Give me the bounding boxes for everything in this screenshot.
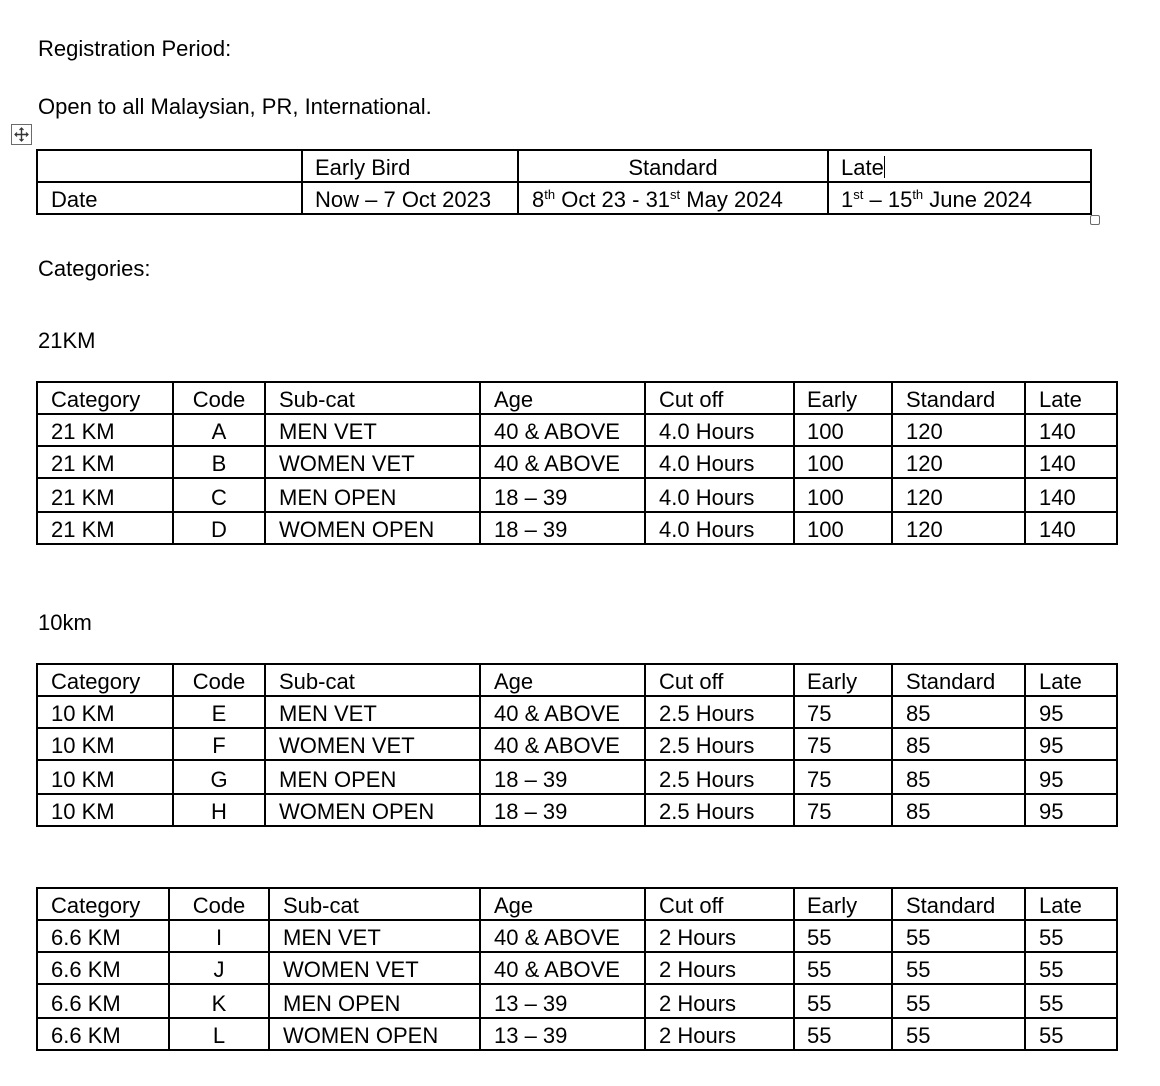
late-date: 1st – 15th June 2024: [828, 182, 1091, 214]
table-cell: 55: [1025, 1018, 1117, 1050]
table-cell: 55: [1025, 984, 1117, 1018]
table-cell: 4.0 Hours: [645, 478, 794, 512]
table-cell: 2.5 Hours: [645, 696, 794, 728]
table-cell: 6.6 KM: [37, 952, 169, 984]
table-cell: 55: [892, 920, 1025, 952]
table-cell: G: [173, 760, 265, 794]
column-header: Sub-cat: [265, 382, 480, 414]
table-row: [37, 512, 1117, 544]
column-header: Early: [794, 888, 892, 920]
table-cell: 85: [892, 794, 1025, 826]
column-header: Code: [173, 664, 265, 696]
table-cell: 120: [892, 478, 1025, 512]
table-cell: 2 Hours: [645, 952, 794, 984]
table-cell: 4.0 Hours: [645, 446, 794, 478]
table-cell: 40 & ABOVE: [480, 414, 645, 446]
table-resize-handle[interactable]: [1090, 215, 1100, 225]
table-cell: 85: [892, 760, 1025, 794]
table-row: [37, 478, 1117, 512]
table-row: [37, 952, 1117, 984]
table-cell: I: [169, 920, 269, 952]
column-header: Category: [37, 382, 173, 414]
column-header: Age: [480, 382, 645, 414]
table-cell: MEN OPEN: [265, 478, 480, 512]
table-cell: 21 KM: [37, 478, 173, 512]
table-cell: 21 KM: [37, 446, 173, 478]
table-cell: MEN VET: [265, 696, 480, 728]
standard-header: Standard: [518, 150, 828, 182]
early-bird-header: Early Bird: [302, 150, 518, 182]
column-header: Code: [173, 382, 265, 414]
table-row: [37, 414, 1117, 446]
table-cell: 2 Hours: [645, 984, 794, 1018]
table-cell: 10 KM: [37, 696, 173, 728]
table-cell: 75: [794, 696, 892, 728]
table-cell: C: [173, 478, 265, 512]
section-21km-heading: 21KM: [38, 328, 96, 353]
table-cell: 21 KM: [37, 512, 173, 544]
table-cell: 55: [794, 984, 892, 1018]
table-cell: WOMEN VET: [265, 446, 480, 478]
categories-heading: Categories:: [38, 256, 151, 281]
table-cell: MEN OPEN: [265, 760, 480, 794]
table-cell: 75: [794, 794, 892, 826]
table-row: [37, 728, 1117, 760]
table-cell: 4.0 Hours: [645, 414, 794, 446]
table-cell: 120: [892, 446, 1025, 478]
column-header: Sub-cat: [269, 888, 480, 920]
table-cell: 2.5 Hours: [645, 728, 794, 760]
table-cell: 10 KM: [37, 760, 173, 794]
table-6-6km: [36, 887, 1118, 1051]
table-cell: 95: [1025, 794, 1117, 826]
column-header: Standard: [892, 664, 1025, 696]
table-cell: 95: [1025, 760, 1117, 794]
table-cell: 18 – 39: [480, 794, 645, 826]
early-bird-date: Now – 7 Oct 2023: [302, 182, 518, 214]
table-row: [37, 984, 1117, 1018]
table-cell: K: [169, 984, 269, 1018]
table-cell: WOMEN OPEN: [265, 794, 480, 826]
table-cell: 55: [794, 952, 892, 984]
table-cell: 85: [892, 696, 1025, 728]
table-cell: 75: [794, 728, 892, 760]
table-cell: 95: [1025, 696, 1117, 728]
section-10km-heading: 10km: [38, 610, 92, 635]
table-cell: 140: [1025, 512, 1117, 544]
table-cell: 2.5 Hours: [645, 794, 794, 826]
table-cell: B: [173, 446, 265, 478]
table-cell: D: [173, 512, 265, 544]
table-cell: 10 KM: [37, 728, 173, 760]
table-row: [37, 760, 1117, 794]
table-header-row: [37, 382, 1117, 414]
table-cell: 40 & ABOVE: [480, 446, 645, 478]
table-header-row: [37, 888, 1117, 920]
table-cell: 55: [892, 1018, 1025, 1050]
table-cell: MEN OPEN: [269, 984, 480, 1018]
table-cell: 95: [1025, 728, 1117, 760]
table-cell: 75: [794, 760, 892, 794]
column-header: Standard: [892, 888, 1025, 920]
table-cell: 18 – 39: [480, 760, 645, 794]
table-header-row: [37, 664, 1117, 696]
column-header: Late: [1025, 664, 1117, 696]
table-cell: 6.6 KM: [37, 920, 169, 952]
column-header: Late: [1025, 382, 1117, 414]
table-cell: WOMEN VET: [265, 728, 480, 760]
column-header: Age: [480, 664, 645, 696]
table-cell: 55: [1025, 920, 1117, 952]
column-header: Code: [169, 888, 269, 920]
table-row: [37, 920, 1117, 952]
column-header: Early: [794, 664, 892, 696]
table-cell: WOMEN OPEN: [269, 1018, 480, 1050]
table-cell: 120: [892, 414, 1025, 446]
table-cell: WOMEN VET: [269, 952, 480, 984]
table-move-handle-icon[interactable]: [11, 124, 32, 145]
table-cell: 120: [892, 512, 1025, 544]
table-row: [37, 446, 1117, 478]
table-cell: 100: [794, 512, 892, 544]
table-cell: 140: [1025, 478, 1117, 512]
table-cell: 40 & ABOVE: [480, 920, 645, 952]
table-cell: WOMEN OPEN: [265, 512, 480, 544]
table-cell: 40 & ABOVE: [480, 696, 645, 728]
table-cell: 85: [892, 728, 1025, 760]
table-cell: 6.6 KM: [37, 984, 169, 1018]
text-cursor: [884, 156, 885, 178]
table-cell: L: [169, 1018, 269, 1050]
table-cell: J: [169, 952, 269, 984]
table-row: [37, 182, 1091, 214]
table-cell: H: [173, 794, 265, 826]
table-cell: 18 – 39: [480, 478, 645, 512]
table-row: [37, 794, 1117, 826]
table-cell: 10 KM: [37, 794, 173, 826]
table-cell: 55: [794, 1018, 892, 1050]
column-header: Sub-cat: [265, 664, 480, 696]
table-cell: E: [173, 696, 265, 728]
table-cell: [37, 150, 302, 182]
table-cell: 18 – 39: [480, 512, 645, 544]
table-cell: 100: [794, 446, 892, 478]
table-row: [37, 1018, 1117, 1050]
table-cell: 4.0 Hours: [645, 512, 794, 544]
table-cell: 100: [794, 478, 892, 512]
table-cell: MEN VET: [265, 414, 480, 446]
table-cell: 13 – 39: [480, 1018, 645, 1050]
table-cell: 140: [1025, 446, 1117, 478]
table-cell: 40 & ABOVE: [480, 952, 645, 984]
column-header: Cut off: [645, 382, 794, 414]
table-cell: 2.5 Hours: [645, 760, 794, 794]
column-header: Late: [1025, 888, 1117, 920]
table-row: [37, 696, 1117, 728]
table-cell: A: [173, 414, 265, 446]
table-row: [37, 150, 1091, 182]
late-header[interactable]: Late: [828, 150, 1091, 182]
table-cell: 21 KM: [37, 414, 173, 446]
table-cell: 13 – 39: [480, 984, 645, 1018]
column-header: Cut off: [645, 664, 794, 696]
table-cell: 6.6 KM: [37, 1018, 169, 1050]
date-label: Date: [37, 182, 302, 214]
table-cell: 2 Hours: [645, 920, 794, 952]
column-header: Cut off: [645, 888, 794, 920]
column-header: Age: [480, 888, 645, 920]
table-cell: 100: [794, 414, 892, 446]
eligibility-text: Open to all Malaysian, PR, International.: [38, 94, 432, 119]
table-cell: F: [173, 728, 265, 760]
table-10km: [36, 663, 1118, 827]
column-header: Early: [794, 382, 892, 414]
table-cell: 55: [1025, 952, 1117, 984]
column-header: Category: [37, 888, 169, 920]
table-cell: 2 Hours: [645, 1018, 794, 1050]
table-cell: MEN VET: [269, 920, 480, 952]
table-cell: 55: [794, 920, 892, 952]
table-cell: 40 & ABOVE: [480, 728, 645, 760]
table-cell: 55: [892, 984, 1025, 1018]
table-21km: [36, 381, 1118, 545]
registration-period-heading: Registration Period:: [38, 36, 232, 61]
table-cell: 140: [1025, 414, 1117, 446]
standard-date: 8th Oct 23 - 31st May 2024: [518, 182, 828, 214]
table-cell: 55: [892, 952, 1025, 984]
column-header: Category: [37, 664, 173, 696]
column-header: Standard: [892, 382, 1025, 414]
registration-period-table: [36, 149, 1092, 215]
